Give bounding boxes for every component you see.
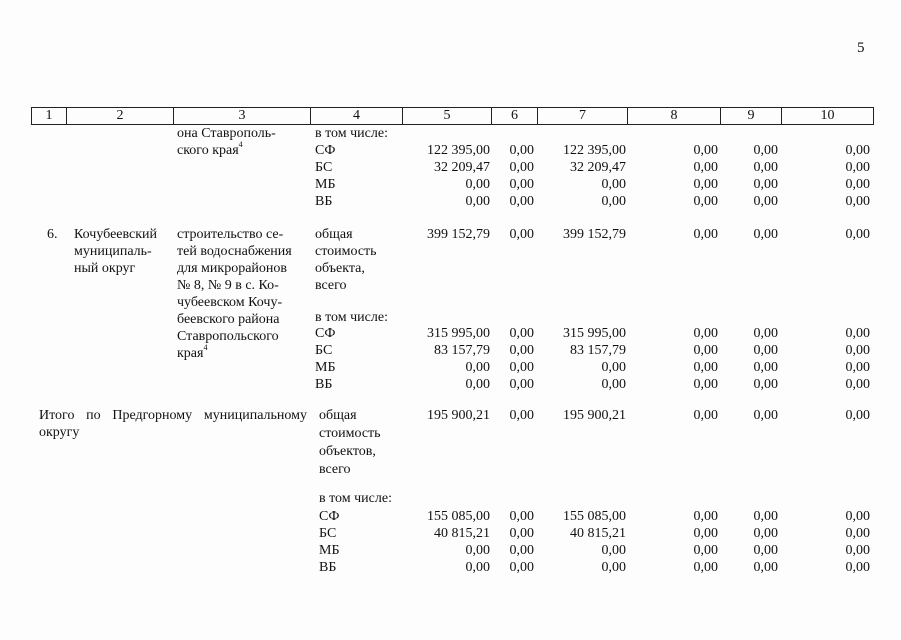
block3-cell-c6: 0,00 [509, 543, 534, 558]
text-line: края$^4$ [177, 343, 208, 361]
block3-row-label: МБ [319, 543, 340, 558]
header-col-7: 7 [538, 108, 628, 124]
header-col-9: 9 [721, 108, 782, 124]
block1-cell-c7: 0,00 [601, 177, 626, 192]
block2-cell-c10: 0,00 [845, 343, 870, 358]
block3-cell-c6: 0,00 [509, 526, 534, 541]
block3-cell-c7: 0,00 [601, 560, 626, 575]
block1-cell-c6: 0,00 [509, 160, 534, 175]
text-line: для микрорайонов [177, 261, 288, 276]
block1-cell-c5: 0,00 [465, 194, 490, 209]
block1-cell-c6: 0,00 [509, 143, 534, 158]
block1-cell-c7: 32 209,47 [570, 160, 626, 175]
text-line: всего [315, 278, 347, 293]
block2-row-label: ВБ [315, 377, 333, 392]
block3-total-c10: 0,00 [845, 408, 870, 423]
block1-cell-c7: 122 395,00 [563, 143, 626, 158]
block3-total-label [319, 407, 409, 479]
header-col-10: 10 [820, 108, 835, 123]
header-col-6: 6 [492, 108, 538, 124]
footnote-ref: 4 [203, 343, 208, 353]
block2-cell-c10: 0,00 [845, 377, 870, 392]
block1-row-label: СФ [315, 143, 336, 158]
block3-row-label: ВБ [319, 560, 337, 575]
block1-row-label: ВБ [315, 194, 333, 209]
text-line: Кочубеевский [74, 227, 158, 242]
block3-cell-c8: 0,00 [693, 526, 718, 541]
block3-total-c7: 195 900,21 [563, 408, 626, 423]
block2-cell-c6: 0,00 [509, 343, 534, 358]
block2-total-c6: 0,00 [509, 227, 534, 242]
text-line: округу [39, 425, 80, 440]
block2-municipality [74, 226, 174, 277]
block2-cell-c9: 0,00 [753, 326, 778, 341]
block1-row-label: МБ [315, 177, 336, 192]
text-line: стоимость [319, 426, 381, 441]
block1-cell-c5: 122 395,00 [427, 143, 490, 158]
block1-cell-c5: 32 209,47 [434, 160, 490, 175]
header-col-8: 8 [628, 108, 721, 124]
block3-cell-c8: 0,00 [693, 560, 718, 575]
block3-cell-c10: 0,00 [845, 509, 870, 524]
block2-cell-c9: 0,00 [753, 377, 778, 392]
block3-cell-c9: 0,00 [753, 509, 778, 524]
block2-total-c5: 399 152,79 [427, 227, 490, 242]
block2-cell-c6: 0,00 [509, 377, 534, 392]
block3-row-label: СФ [319, 509, 340, 524]
block1-cell-c10: 0,00 [845, 177, 870, 192]
block3-total-c6: 0,00 [509, 408, 534, 423]
block1-cell-c9: 0,00 [753, 194, 778, 209]
block3-row-label: БС [319, 526, 337, 541]
block1-cell-c10: 0,00 [845, 143, 870, 158]
block2-cell-c5: 83 157,79 [434, 343, 490, 358]
block2-cell-c7: 0,00 [601, 360, 626, 375]
block2-cell-c8: 0,00 [693, 377, 718, 392]
block3-cell-c6: 0,00 [509, 509, 534, 524]
text-line: общая [319, 408, 357, 423]
text-line: Итого по Предгорному муниципальному [39, 408, 307, 423]
text-line: беевского района [177, 312, 280, 327]
block3-cell-c10: 0,00 [845, 560, 870, 575]
block1-cell-c7: 0,00 [601, 194, 626, 209]
block1-cell-c10: 0,00 [845, 194, 870, 209]
block2-cell-c7: 0,00 [601, 377, 626, 392]
block3-cell-c9: 0,00 [753, 526, 778, 541]
text-line: всего [319, 462, 351, 477]
block2-cell-c7: 83 157,79 [570, 343, 626, 358]
block2-cell-c5: 0,00 [465, 377, 490, 392]
block2-cell-c5: 0,00 [465, 360, 490, 375]
block1-cell-c9: 0,00 [753, 177, 778, 192]
block3-total-c9: 0,00 [753, 408, 778, 423]
block3-cell-c8: 0,00 [693, 509, 718, 524]
block1-cell-c9: 0,00 [753, 160, 778, 175]
block2-cell-c8: 0,00 [693, 326, 718, 341]
text-line: она Ставрополь- [177, 126, 276, 141]
block2-cell-c6: 0,00 [509, 360, 534, 375]
text-line: Ставропольского [177, 329, 279, 344]
block3-total-c5: 195 900,21 [427, 408, 490, 423]
page-number: 5 [857, 40, 865, 56]
block3-cell-c6: 0,00 [509, 560, 534, 575]
block2-index: 6. [47, 227, 58, 242]
block2-total-c7: 399 152,79 [563, 227, 626, 242]
block3-cell-c10: 0,00 [845, 543, 870, 558]
block1-row-label: БС [315, 160, 333, 175]
block1-cell-c8: 0,00 [693, 160, 718, 175]
text-line: муниципаль- [74, 244, 152, 259]
block3-title [39, 407, 307, 441]
table-header [31, 107, 874, 125]
block2-row-label: МБ [315, 360, 336, 375]
block3-cell-c8: 0,00 [693, 543, 718, 558]
block2-total-c10: 0,00 [845, 227, 870, 242]
block1-cell-c5: 0,00 [465, 177, 490, 192]
text-line: объекта, [315, 261, 365, 276]
block2-cell-c10: 0,00 [845, 360, 870, 375]
block2-cell-c7: 315 995,00 [563, 326, 626, 341]
header-col-1: 1 [32, 108, 67, 124]
block1-cell-c8: 0,00 [693, 194, 718, 209]
text-line: общая [315, 227, 353, 242]
block3-cell-c9: 0,00 [753, 543, 778, 558]
block1-including-label: в том числе: [315, 126, 388, 141]
block1-cell-c8: 0,00 [693, 143, 718, 158]
block3-total-c8: 0,00 [693, 408, 718, 423]
block1-cell-c9: 0,00 [753, 143, 778, 158]
block2-project-name [177, 226, 306, 362]
text-line: № 8, № 9 в с. Ко- [177, 278, 279, 293]
block2-row-label: СФ [315, 326, 336, 341]
block2-cell-c5: 315 995,00 [427, 326, 490, 341]
block1-cell-c6: 0,00 [509, 177, 534, 192]
block3-including-label: в том числе: [319, 491, 392, 506]
text-line: тей водоснабжения [177, 244, 292, 259]
block3-cell-c10: 0,00 [845, 526, 870, 541]
block2-cell-c10: 0,00 [845, 326, 870, 341]
block3-cell-c9: 0,00 [753, 560, 778, 575]
block3-cell-c5: 0,00 [465, 560, 490, 575]
block2-row-label: БС [315, 343, 333, 358]
block3-cell-c5: 155 085,00 [427, 509, 490, 524]
header-col-3: 3 [174, 108, 311, 124]
block3-cell-c7: 40 815,21 [570, 526, 626, 541]
block2-including-label: в том числе: [315, 310, 388, 325]
block2-cell-c9: 0,00 [753, 360, 778, 375]
block1-cell-c8: 0,00 [693, 177, 718, 192]
text-line: объектов, [319, 444, 376, 459]
header-col-2: 2 [67, 108, 174, 124]
block2-cell-c9: 0,00 [753, 343, 778, 358]
text-line: стоимость [315, 244, 377, 259]
block2-cell-c6: 0,00 [509, 326, 534, 341]
block1-cell-c10: 0,00 [845, 160, 870, 175]
block2-total-c8: 0,00 [693, 227, 718, 242]
text-line: чубеевском Кочу- [177, 295, 283, 310]
footnote-ref: 4 [238, 140, 243, 150]
block2-cell-c8: 0,00 [693, 343, 718, 358]
block2-total-c9: 0,00 [753, 227, 778, 242]
header-col-5: 5 [403, 108, 492, 124]
header-col-4: 4 [311, 108, 403, 124]
block1-project-name [177, 125, 307, 159]
block3-cell-c5: 0,00 [465, 543, 490, 558]
text-line: ный округ [74, 261, 136, 276]
block2-cell-c8: 0,00 [693, 360, 718, 375]
block3-cell-c7: 0,00 [601, 543, 626, 558]
block2-total-label [315, 226, 405, 294]
block3-cell-c5: 40 815,21 [434, 526, 490, 541]
text-line: ского края$^4$ [177, 140, 243, 158]
text-line: строительство се- [177, 227, 284, 242]
block1-cell-c6: 0,00 [509, 194, 534, 209]
block3-cell-c7: 155 085,00 [563, 509, 626, 524]
